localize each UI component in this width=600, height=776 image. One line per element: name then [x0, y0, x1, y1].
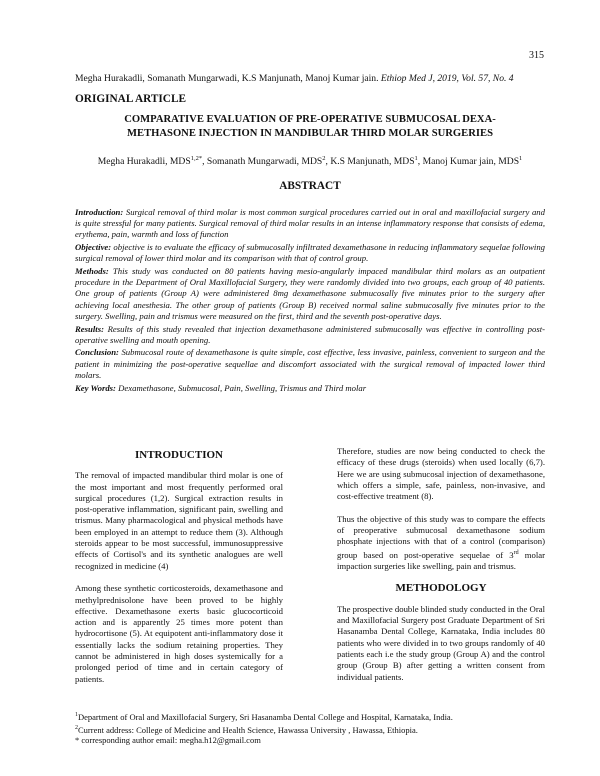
footnote-1-text: Department of Oral and Maxillofacial Surgery, Sri Hasanamba Dental College and Hospital, Karnataka, India.	[78, 711, 453, 722]
title-line-1: COMPARATIVE EVALUATION OF PRE-OPERATIVE SUBMUCOSAL DEXA-	[124, 114, 496, 125]
abstract-introduction-text: Surgical removal of third molar is most common surgical procedures carried out in oral and maxillofacial surgery and is quite stressful for many patients. Surgical removal of third molar results in an intense inflammatory response that consists of edema, erythema, pain, warmth and loss of function	[75, 207, 545, 240]
abstract-introduction-label: Introduction:	[75, 207, 124, 217]
intro-p4-sup: rd	[513, 549, 519, 556]
footnote-1	[75, 710, 545, 723]
abstract-keywords-text: Dexamethasone, Submucosal, Pain, Swelling, Trismus and Third molar	[118, 382, 367, 393]
author-list: Megha Hurakadli, $MDS^{1,2*}$, Somanath Mungarwadi, MDS$^2$, K.S Manjunath, MDS$^1$, Manoj Kumar jain, MDS$^1$	[97, 155, 523, 168]
intro-p4-a: Thus the objective of this study was to compare the effects of preoperative submucosal dexamethasone sodium phosphate injections with that of a control (comparison) group based on post-operative sequelae of 3	[337, 513, 545, 560]
introduction-heading: INTRODUCTION	[134, 449, 223, 461]
title-line-2: METHASONE INJECTION IN MANDIBULAR THIRD MOLAR SURGERIES	[127, 127, 493, 139]
abstract-heading: ABSTRACT	[279, 180, 341, 192]
methodology-paragraph-1: The prospective double blinded study conducted in the Oral and Maxillofacial Surgery post Graduate Department of Sri Hasanamba Dental College, Karnataka, India includes 80 patients who were divided in to two groups randomly of 40 patients each i.e the study group (Group A) and the control group (Group B) after getting a written consent from individual patients.	[337, 603, 545, 682]
introduction-paragraph-3: Therefore, studies are now being conducted to check the efficacy of these drugs (steroids) when used locally (6,7). Here we are using submucosal injection of dexamethasone, which offers a simple, safe, painless, non-invasive, and cost-effective treatment (8).	[337, 446, 545, 502]
author-2-affiliation: 2	[322, 155, 326, 162]
abstract-methods	[75, 266, 545, 322]
intro-p4-b: molar impaction surgeries like swelling, pain and trismus.	[337, 549, 546, 571]
author-3-affiliation: 1	[414, 155, 418, 162]
abstract-objective	[75, 242, 545, 264]
abstract-conclusion-label: Conclusion:	[75, 347, 119, 358]
right-column	[337, 446, 546, 694]
abstract-introduction	[75, 207, 545, 241]
abstract-conclusion	[75, 347, 545, 381]
abstract-results	[75, 324, 545, 346]
introduction-paragraph-4	[337, 514, 545, 572]
running-header	[75, 72, 545, 85]
page-number: 315	[529, 50, 544, 61]
left-column	[75, 450, 283, 696]
footnote-3	[75, 735, 545, 746]
footnote-2-mark: 2	[75, 724, 78, 731]
running-header-journal: Ethiop Med J, 2019, Vol. 57, No. 4	[380, 73, 514, 84]
abstract-results-text: Results of this study revealed that injection dexamethasone administered submucosally was effective in controlling post-operative swelling and mouth opening.	[75, 323, 546, 345]
footnote-3-text: * corresponding author email: megha.h12@gmail.com	[75, 735, 261, 746]
author-3: K.S Manjunath, MDS	[330, 156, 415, 168]
author-4: Manoj Kumar jain, MDS	[422, 156, 520, 168]
introduction-paragraph-1: The removal of impacted mandibular third molar is one of the most important and most frequently performed oral surgical procedures (1,2). Surgical extraction results in post-operative inflammation, significant pain, swelling and trismus. Many pharmacological and physical methods have been employed in an attempt to reduce them (3). Although steroids appear to be most successful, immunosuppressive effects of Cortisol's and its synthetic analogues are well recognized in medicine (4)	[75, 470, 283, 571]
abstract-body	[75, 207, 545, 395]
footnotes	[75, 710, 545, 746]
footnote-1-mark: 1	[75, 712, 78, 718]
abstract-methods-label: Methods:	[75, 266, 109, 277]
abstract-results-label: Results:	[75, 323, 104, 334]
footnote-2-text: Current address: College of Medicine and Health Science, Hawassa University , Hawassa, Ethiopia.	[78, 724, 418, 735]
abstract-methods-text: This study was conducted on 80 patients having mesio-angularly impaced mandibular third molars as an outpatient procedure in the Department of Oral Maxillofacial Surgery, they were randomly divided into two groups, each group of 40 patients. One group of patients (Group A) were administered 8mg dexamethasone submucosally five minutes prior to the surgery after achieving local anesthesia. The other group of patients (Group B) received normal saline submucosally five minutes prior to the surgery. Swelling, pain and trismus were measured on the first, third and the seventh post-operative days.	[75, 266, 546, 321]
author-2: Somanath Mungarwadi, MDS	[206, 156, 323, 168]
abstract-keywords-label: Key Words:	[75, 382, 116, 393]
running-header-authors: Megha Hurakadli, Somanath Mungarwadi, K.S Manjunath, Manoj Kumar jain.	[75, 73, 379, 84]
methodology-heading: METHODOLOGY	[395, 582, 487, 595]
author-1-affiliation: 1,2*	[190, 155, 203, 162]
author-4-affiliation: 1	[519, 155, 523, 162]
abstract-keywords	[75, 383, 545, 394]
footnote-2	[75, 723, 545, 736]
author-1: Megha Hurakadli, MDS	[97, 156, 191, 168]
introduction-paragraph-2: Among these synthetic corticosteroids, dexamethasone and methylprednisolone have been proved to be highly effective. Dexamethasone exerts basic glucocorticoid action and is apparently 25 times more potent than hydrocortisone (5). At equipotent anti-inflammatory dose it essentially lacks the sodium retaining properties. They cannot be administered in high doses systemically for a prolonged period of time and in certain category of patients.	[75, 583, 283, 684]
abstract-conclusion-text: Submucosal route of dexamethasone is quite simple, cost effective, less invasive, painless, convenient to surgeon and the patient in minimizing the post-operative sequellae and discomfort associated with the surgical removal of impacted lower third molars.	[75, 347, 546, 380]
abstract-objective-text: objective is to evaluate the efficacy of submucosally infiltrated dexamethasone in reducing inflammatory sequelae following surgical removal of lower third molar and its comparison with that of control group.	[75, 242, 546, 264]
section-label: ORIGINAL ARTICLE	[75, 93, 187, 105]
article-title	[75, 113, 545, 140]
abstract-objective-label: Objective:	[75, 242, 112, 253]
